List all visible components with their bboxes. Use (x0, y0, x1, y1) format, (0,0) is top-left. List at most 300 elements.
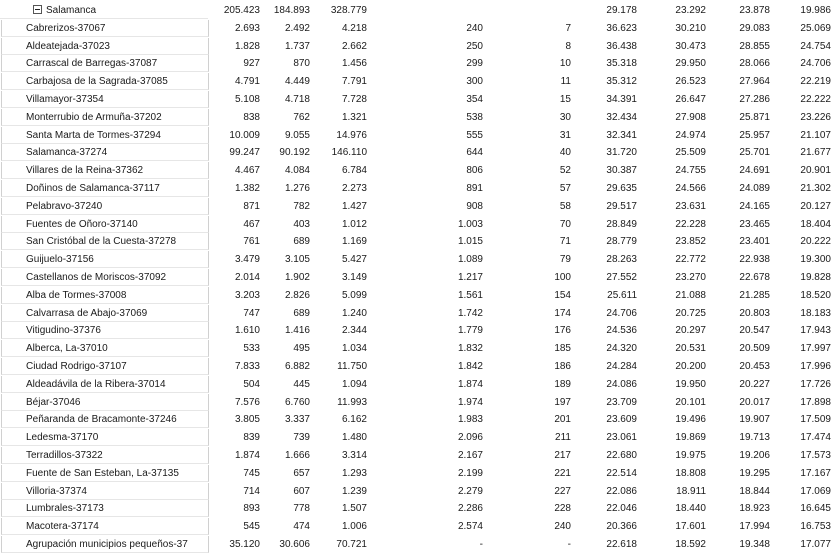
cell-value: 17.994 (739, 521, 770, 532)
cell-value: 23.270 (675, 272, 706, 283)
cell-value: 217 (554, 450, 571, 461)
row-header[interactable] (1, 162, 209, 179)
cell-value: 27.286 (739, 94, 770, 105)
cell-value: 25.611 (607, 290, 637, 301)
cell-value: 17.573 (800, 450, 831, 461)
cell-value: 2.167 (457, 450, 483, 461)
table-row (0, 109, 834, 126)
cell-value: 100 (554, 272, 571, 283)
cell-value: 555 (466, 130, 483, 141)
cell-value: 29.178 (606, 5, 637, 16)
cell-value: 20.547 (739, 325, 770, 336)
cell-value: 5.427 (341, 254, 367, 265)
row-label: Fuente de San Esteban, La-37135 (26, 468, 179, 479)
cell-value: 1.742 (457, 308, 483, 319)
cell-value: 23.878 (739, 5, 770, 16)
row-label: Calvarrasa de Abajo-37069 (26, 308, 148, 319)
cell-value: 23.401 (739, 236, 770, 247)
cell-value: 24.974 (675, 130, 706, 141)
row-header[interactable] (1, 38, 209, 55)
table-row (0, 251, 834, 268)
cell-value: 839 (243, 432, 260, 443)
cell-value: 3.314 (341, 450, 367, 461)
cell-value: 211 (555, 432, 571, 443)
cell-value: 20.901 (800, 165, 831, 176)
cell-value: 1.089 (457, 254, 483, 265)
cell-value: 17.898 (800, 397, 831, 408)
cell-value: 18.440 (675, 503, 706, 514)
cell-value: 17.996 (800, 361, 831, 372)
cell-value: 17.167 (800, 468, 831, 479)
cell-value: 19.300 (800, 254, 831, 265)
cell-value: 22.086 (606, 486, 637, 497)
cell-value: 79 (559, 254, 571, 265)
table-row (0, 483, 834, 500)
cell-value: 403 (293, 219, 310, 230)
row-header[interactable] (1, 483, 209, 500)
cell-value: 29.517 (606, 201, 637, 212)
cell-value: 2.096 (457, 432, 483, 443)
row-header[interactable] (1, 287, 209, 304)
cell-value: 10.009 (229, 130, 260, 141)
row-header[interactable] (1, 109, 209, 126)
cell-value: 32.341 (606, 130, 637, 141)
row-header[interactable] (1, 216, 209, 233)
cell-value: 20.200 (675, 361, 706, 372)
row-label: Peñaranda de Bracamonte-37246 (26, 414, 177, 425)
row-label: Monterrubio de Armuña-37202 (26, 112, 162, 123)
cell-value: 9.055 (284, 130, 310, 141)
cell-value: - (567, 539, 571, 550)
row-label: Carbajosa de la Sagrada-37085 (26, 76, 168, 87)
cell-value: 23.226 (800, 112, 831, 123)
cell-value: 1.456 (341, 58, 367, 69)
cell-value: 23.061 (606, 432, 637, 443)
cell-value: 17.997 (800, 343, 831, 354)
cell-value: 23.465 (739, 219, 770, 230)
cell-value: 11.750 (337, 361, 367, 372)
row-label: San Cristóbal de la Cuesta-37278 (26, 236, 177, 247)
cell-value: 19.295 (739, 468, 770, 479)
cell-value: 35.120 (229, 539, 260, 550)
cell-value: 30 (559, 112, 571, 123)
cell-value: 1.416 (284, 325, 310, 336)
cell-value: 2.574 (457, 521, 483, 532)
row-label: Villamayor-37354 (26, 94, 104, 105)
cell-value: 20.803 (739, 308, 770, 319)
row-label: Santa Marta de Tormes-37294 (26, 130, 161, 141)
table-row (0, 20, 834, 37)
cell-value: 31.720 (606, 147, 637, 158)
cell-value: 2.826 (284, 290, 310, 301)
cell-value: 28.263 (606, 254, 637, 265)
cell-value: 25.701 (739, 147, 770, 158)
table-row (0, 518, 834, 535)
cell-value: 495 (293, 343, 310, 354)
cell-value: 533 (243, 343, 260, 354)
cell-value: 1.480 (341, 432, 367, 443)
cell-value: 4.467 (234, 165, 260, 176)
cell-value: 745 (243, 468, 260, 479)
cell-value: 25.509 (675, 147, 706, 158)
table-row (0, 376, 834, 393)
cell-value: 607 (293, 486, 310, 497)
cell-value: 20.101 (675, 397, 706, 408)
cell-value: 189 (554, 379, 571, 390)
cell-value: 11.993 (337, 397, 367, 408)
cell-value: 299 (466, 58, 483, 69)
cell-value: 31 (559, 130, 571, 141)
row-header[interactable] (0, 2, 208, 19)
cell-value: 19.975 (675, 450, 706, 461)
cell-value: 25.871 (739, 112, 770, 123)
table-row (0, 500, 834, 517)
cell-value: 146.110 (331, 147, 367, 158)
row-label: Guijuelo-37156 (26, 254, 94, 265)
cell-value: 3.203 (234, 290, 260, 301)
row-header[interactable] (1, 55, 209, 72)
cell-value: 17.077 (800, 539, 831, 550)
cell-value: 29.083 (739, 23, 770, 34)
cell-value: 762 (293, 112, 310, 123)
cell-value: 7.728 (341, 94, 367, 105)
cell-value: 22.222 (800, 94, 831, 105)
cell-value: 20.222 (800, 236, 831, 247)
cell-value: 70.721 (336, 539, 367, 550)
cell-value: 24.691 (739, 165, 770, 176)
row-header[interactable] (1, 91, 209, 108)
cell-value: 99.247 (229, 147, 260, 158)
row-label: Terradillos-37322 (26, 450, 103, 461)
cell-value: 1.217 (457, 272, 483, 283)
cell-value: 27.964 (739, 76, 770, 87)
cell-value: 4.084 (284, 165, 310, 176)
cell-value: 19.950 (675, 379, 706, 390)
cell-value: 545 (243, 521, 260, 532)
cell-value: 8 (565, 41, 571, 52)
row-label: Carrascal de Barregas-37087 (26, 58, 158, 69)
cell-value: 2.014 (234, 272, 260, 283)
cell-value: 1.666 (284, 450, 310, 461)
cell-value: 806 (466, 165, 483, 176)
cell-value: 927 (243, 58, 260, 69)
cell-value: 174 (554, 308, 571, 319)
cell-value: 2.492 (284, 23, 310, 34)
cell-value: 7.791 (341, 76, 367, 87)
cell-value: 328.779 (330, 5, 367, 16)
row-header[interactable] (1, 198, 209, 215)
cell-value: 747 (243, 308, 260, 319)
table-row (0, 411, 834, 428)
cell-value: 240 (554, 521, 571, 532)
cell-value: 228 (554, 503, 571, 514)
cell-value: 1.974 (457, 397, 483, 408)
cell-value: 184.893 (273, 5, 310, 16)
cell-value: 10 (559, 58, 571, 69)
cell-value: 22.219 (800, 76, 831, 87)
cell-value: 26.523 (675, 76, 706, 87)
cell-value: 1.034 (341, 343, 367, 354)
cell-value: 24.754 (800, 41, 831, 52)
cell-value: 3.105 (284, 254, 310, 265)
cell-value: 19.907 (739, 414, 770, 425)
cell-value: 28.855 (739, 41, 770, 52)
cell-value: 6.162 (341, 414, 367, 425)
row-header[interactable] (1, 127, 209, 144)
row-label: Castellanos de Moriscos-37092 (26, 272, 167, 283)
cell-value: 221 (554, 468, 571, 479)
cell-value: 25.069 (800, 23, 831, 34)
cell-value: 1.832 (457, 343, 483, 354)
cell-value: 16.645 (800, 503, 831, 514)
row-header[interactable] (1, 340, 209, 357)
table-row (0, 394, 834, 411)
cell-value: 18.404 (800, 219, 831, 230)
row-label: Salamanca (46, 5, 97, 16)
cell-value: 3.805 (234, 414, 260, 425)
cell-value: 6.882 (284, 361, 310, 372)
cell-value: 2.344 (341, 325, 367, 336)
row-header[interactable] (1, 500, 209, 517)
cell-value: 24.284 (606, 361, 637, 372)
row-label: Aldeatejada-37023 (26, 41, 110, 52)
cell-value: 657 (293, 468, 310, 479)
cell-value: 22.680 (606, 450, 637, 461)
cell-value: 2.693 (234, 23, 260, 34)
cell-value: 714 (243, 486, 260, 497)
row-label: Aldeadávila de la Ribera-37014 (26, 379, 166, 390)
row-label: Ledesma-37170 (26, 432, 99, 443)
cell-value: 90.192 (279, 147, 310, 158)
cell-value: 19.986 (800, 5, 831, 16)
cell-value: 35.312 (606, 76, 637, 87)
cell-value: 24.706 (606, 308, 637, 319)
cell-value: 32.434 (606, 112, 637, 123)
table-row (0, 465, 834, 482)
cell-value: - (479, 539, 483, 550)
cell-value: 1.737 (284, 41, 310, 52)
table-row (0, 322, 834, 339)
cell-value: 761 (243, 236, 260, 247)
cell-value: 782 (293, 201, 310, 212)
cell-value: 2.273 (341, 183, 367, 194)
cell-value: 1.779 (457, 325, 483, 336)
cell-value: 15 (559, 94, 571, 105)
row-label: Alberca, La-37010 (26, 343, 108, 354)
cell-value: 23.292 (675, 5, 706, 16)
row-label: Doñinos de Salamanca-37117 (26, 183, 160, 194)
cell-value: 240 (466, 23, 483, 34)
cell-value: 35.318 (606, 58, 637, 69)
cell-value: 20.509 (739, 343, 770, 354)
cell-value: 1.240 (341, 308, 367, 319)
cell-value: 30.473 (675, 41, 706, 52)
cell-value: 18.808 (675, 468, 706, 479)
row-header[interactable] (1, 376, 209, 393)
cell-value: 870 (293, 58, 310, 69)
cell-value: 2.199 (457, 468, 483, 479)
cell-value: 23.709 (606, 397, 637, 408)
cell-value: 1.902 (284, 272, 310, 283)
row-label: Ciudad Rodrigo-37107 (26, 361, 127, 372)
table-row (0, 269, 834, 286)
table-row (0, 536, 834, 553)
cell-value: 1.276 (284, 183, 310, 194)
cell-value: 24.536 (606, 325, 637, 336)
row-label: Lumbrales-37173 (26, 503, 104, 514)
cell-value: 70 (559, 219, 571, 230)
cell-value: 871 (243, 201, 260, 212)
cell-value: 6.760 (284, 397, 310, 408)
cell-value: 28.779 (606, 236, 637, 247)
cell-value: 185 (554, 343, 571, 354)
cell-value: 739 (293, 432, 310, 443)
cell-value: 7.576 (234, 397, 260, 408)
cell-value: 354 (466, 94, 483, 105)
cell-value: 22.514 (606, 468, 637, 479)
cell-value: 1.610 (234, 325, 260, 336)
cell-value: 1.874 (234, 450, 260, 461)
cell-value: 17.943 (800, 325, 831, 336)
cell-value: 7.833 (234, 361, 260, 372)
cell-value: 20.453 (739, 361, 770, 372)
cell-value: 689 (293, 236, 310, 247)
cell-value: 3.337 (284, 414, 310, 425)
table-row (0, 305, 834, 322)
cell-value: 26.647 (675, 94, 706, 105)
cell-value: 467 (243, 219, 260, 230)
cell-value: 58 (559, 201, 571, 212)
cell-value: 20.366 (606, 521, 637, 532)
cell-value: 1.321 (341, 112, 367, 123)
cell-value: 21.677 (800, 147, 831, 158)
cell-value: 2.286 (457, 503, 483, 514)
cell-value: 19.496 (675, 414, 706, 425)
cell-value: 1.828 (234, 41, 260, 52)
cell-value: 5.108 (234, 94, 260, 105)
cell-value: 28.849 (606, 219, 637, 230)
cell-value: 778 (293, 503, 310, 514)
row-header[interactable] (1, 251, 209, 268)
cell-value: 4.218 (341, 23, 367, 34)
row-header[interactable] (1, 20, 209, 37)
cell-value: 52 (559, 165, 571, 176)
cell-value: 57 (559, 183, 571, 194)
cell-value: 17.509 (800, 414, 831, 425)
cell-value: 14.976 (336, 130, 367, 141)
row-header[interactable] (1, 180, 209, 197)
cell-value: 300 (466, 76, 483, 87)
cell-value: 27.552 (606, 272, 637, 283)
row-header[interactable] (1, 73, 209, 90)
cell-value: 205.423 (223, 5, 260, 16)
cell-value: 17.069 (800, 486, 831, 497)
table-row (0, 55, 834, 72)
cell-value: 71 (559, 236, 571, 247)
cell-value: 30.210 (675, 23, 706, 34)
cell-value: 40 (559, 147, 571, 158)
cell-value: 1.169 (341, 236, 367, 247)
cell-value: 24.755 (675, 165, 706, 176)
table-row (0, 91, 834, 108)
collapse-icon[interactable] (33, 5, 42, 14)
row-header[interactable] (1, 536, 209, 553)
table-row (0, 216, 834, 233)
cell-value: 28.066 (739, 58, 770, 69)
cell-value: 2.662 (341, 41, 367, 52)
table-row (0, 198, 834, 215)
cell-value: 1.012 (341, 219, 367, 230)
cell-value: 21.302 (800, 183, 831, 194)
cell-value: 227 (554, 486, 571, 497)
cell-value: 21.107 (800, 130, 831, 141)
cell-value: 20.531 (675, 343, 706, 354)
cell-value: 34.391 (606, 94, 637, 105)
cell-value: 22.618 (606, 539, 637, 550)
row-header[interactable] (1, 465, 209, 482)
cell-value: 689 (293, 308, 310, 319)
table-row (0, 358, 834, 375)
row-label: Villares de la Reina-37362 (26, 165, 144, 176)
cell-value: 197 (554, 397, 571, 408)
cell-value: 644 (466, 147, 483, 158)
cell-value: 201 (554, 414, 571, 425)
cell-value: 23.631 (675, 201, 706, 212)
row-header[interactable] (1, 447, 209, 464)
table-row (0, 287, 834, 304)
row-header[interactable] (1, 233, 209, 250)
row-header[interactable] (1, 144, 209, 161)
cell-value: 18.592 (675, 539, 706, 550)
row-header[interactable] (1, 358, 209, 375)
cell-value: 29.635 (606, 183, 637, 194)
cell-value: 4.449 (284, 76, 310, 87)
cell-value: 1.874 (457, 379, 483, 390)
row-header[interactable] (1, 394, 209, 411)
cell-value: 4.791 (234, 76, 260, 87)
cell-value: 22.938 (739, 254, 770, 265)
cell-value: 154 (554, 290, 571, 301)
cell-value: 36.623 (606, 23, 637, 34)
cell-value: 7 (565, 23, 571, 34)
cell-value: 893 (243, 503, 260, 514)
cell-value: 5.099 (341, 290, 367, 301)
table-row (0, 144, 834, 161)
cell-value: 3.149 (341, 272, 367, 283)
cell-value: 30.387 (606, 165, 637, 176)
row-header[interactable] (1, 518, 209, 535)
cell-value: 18.923 (739, 503, 770, 514)
cell-value: 250 (466, 41, 483, 52)
cell-value: 538 (466, 112, 483, 123)
row-header[interactable] (1, 269, 209, 286)
cell-value: 19.713 (739, 432, 770, 443)
cell-value: 19.869 (675, 432, 706, 443)
cell-value: 1.006 (341, 521, 367, 532)
cell-value: 24.706 (800, 58, 831, 69)
row-header[interactable] (1, 305, 209, 322)
row-header[interactable] (1, 411, 209, 428)
cell-value: 891 (466, 183, 483, 194)
cell-value: 23.852 (675, 236, 706, 247)
cell-value: 29.950 (675, 58, 706, 69)
cell-value: 908 (466, 201, 483, 212)
cell-value: 18.844 (739, 486, 770, 497)
cell-value: 20.227 (739, 379, 770, 390)
row-header[interactable] (1, 322, 209, 339)
cell-value: 838 (243, 112, 260, 123)
cell-value: 19.828 (800, 272, 831, 283)
